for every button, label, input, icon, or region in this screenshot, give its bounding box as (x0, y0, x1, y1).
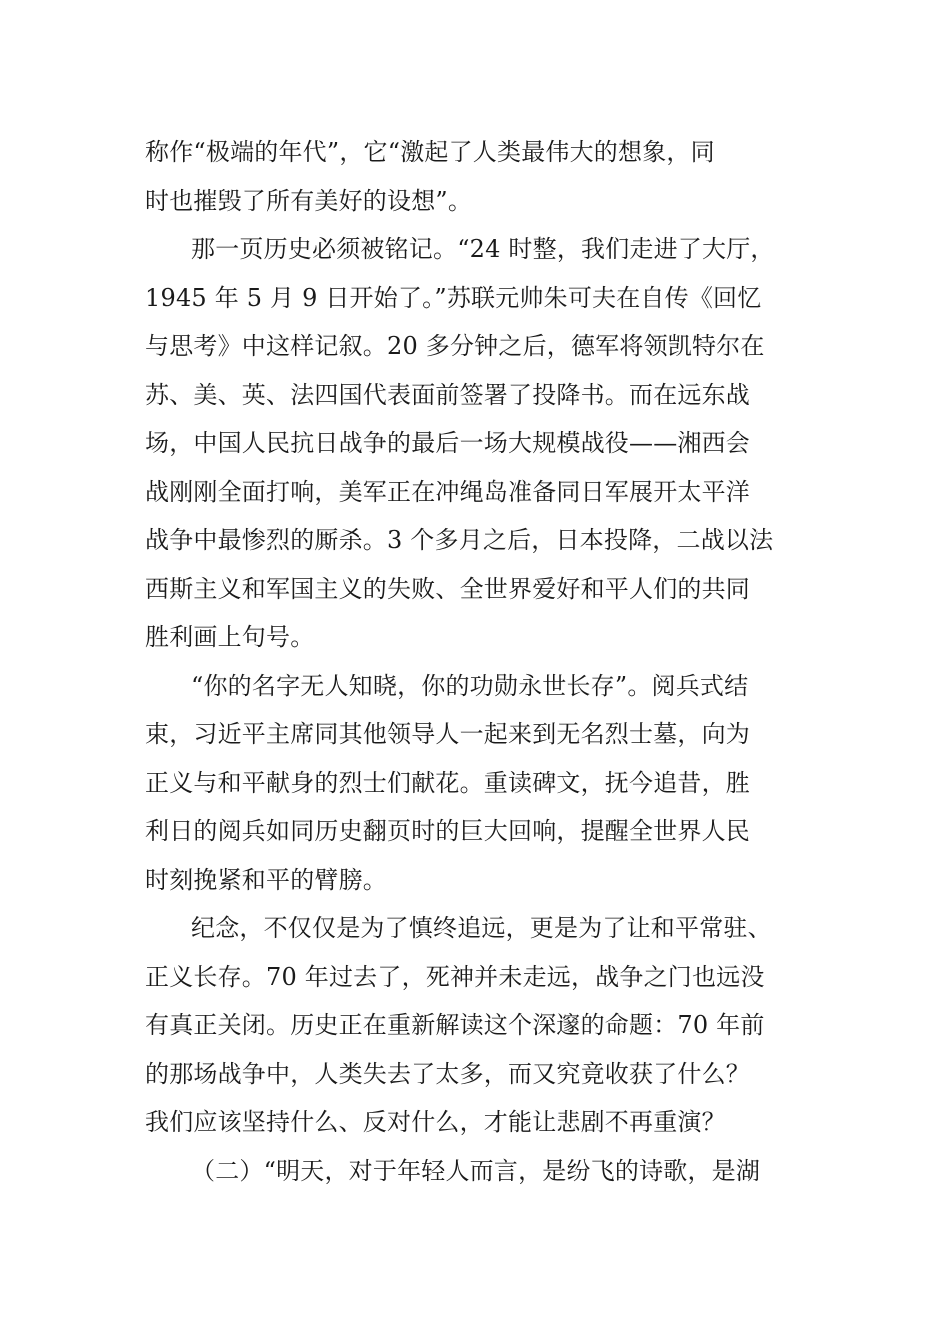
text-line: 场，中国人民抗日战争的最后一场大规模战役——湘西会 (145, 429, 750, 457)
text-line: 与思考》中这样记叙。20 多分钟之后，德军将领凯特尔在 (145, 332, 765, 360)
text-line: 胜利画上句号。 (145, 623, 315, 651)
text-line: 那一页历史必须被铭记。“24 时整，我们走进了大厅， (191, 235, 775, 263)
text-line: 利日的阅兵如同历史翻页时的巨大回响，提醒全世界人民 (145, 817, 750, 845)
body-text (145, 128, 825, 1195)
text-line: “你的名字无人知晓，你的功勋永世长存”。阅兵式结 (191, 671, 749, 700)
text-line: 的那场战争中，人类失去了太多，而又究竟收获了什么？ (145, 1059, 750, 1088)
text-line: （二）“明天，对于年轻人而言，是纷飞的诗歌，是湖 (191, 1156, 761, 1185)
text-line: 束，习近平主席同其他领导人一起来到无名烈士墓，向为 (145, 720, 750, 748)
text-line: 称作“极端的年代”，它“激起了人类最伟大的想象，同 (145, 138, 715, 166)
text-line: 正义与和平献身的烈士们献花。重读碑文，抚今追昔，胜 (145, 768, 750, 797)
text-line: 正义长存。70 年过去了，死神并未走远，战争之门也远没 (145, 962, 765, 991)
text-line: 时也摧毁了所有美好的设想”。 (145, 186, 473, 215)
text-line: 纪念，不仅仅是为了慎终追远，更是为了让和平常驻、 (191, 914, 772, 942)
text-line: 战刚刚全面打响，美军正在冲绳岛准备同日军展开太平洋 (145, 477, 750, 506)
text-line: 西斯主义和军国主义的失败、全世界爱好和平人们的共同 (145, 574, 750, 603)
text-line: 1945 年 5 月 9 日开始了。”苏联元帅朱可夫在自传《回忆 (145, 283, 762, 312)
text-line: 战争中最惨烈的厮杀。3 个多月之后，日本投降，二战以法 (145, 526, 774, 554)
text-line: 时刻挽紧和平的臂膀。 (145, 865, 387, 894)
text-line: 苏、美、英、法四国代表面前签署了投降书。而在远东战 (145, 380, 750, 409)
text-line: 我们应该坚持什么、反对什么，才能让悲剧不再重演？ (145, 1108, 726, 1136)
text-line: 有真正关闭。历史正在重新解读这个深邃的命题：70 年前 (145, 1011, 765, 1039)
